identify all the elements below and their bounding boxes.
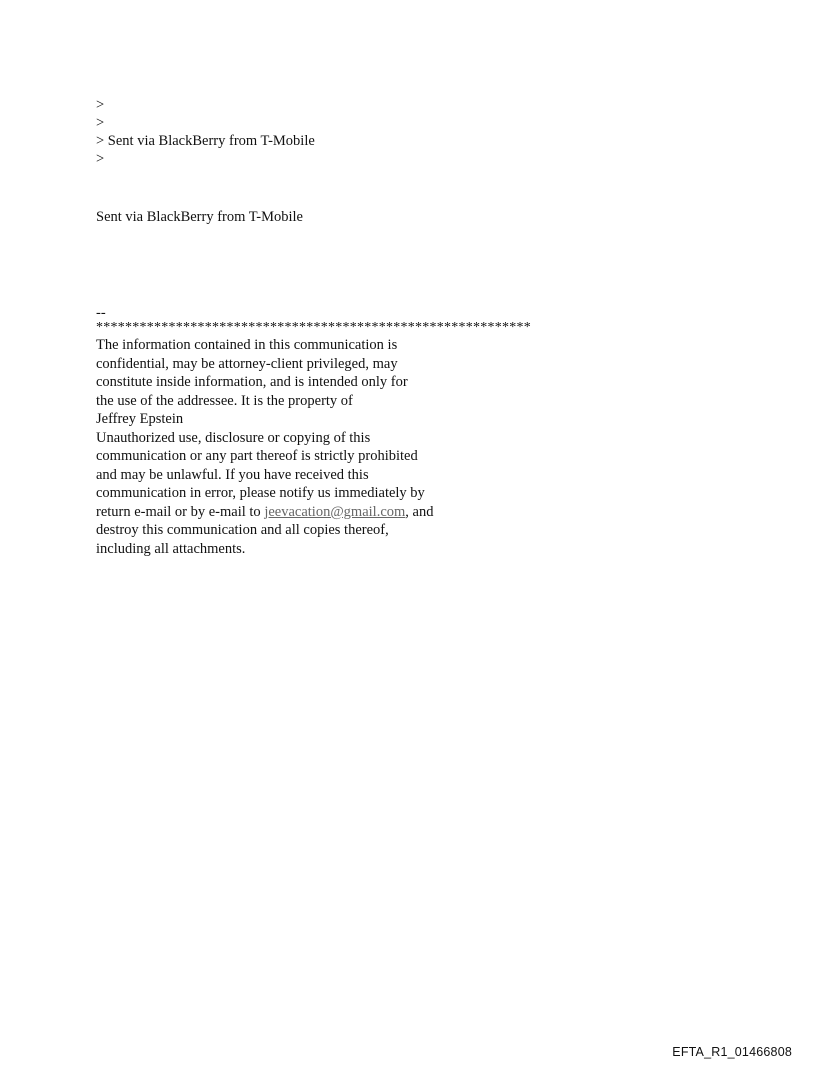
disclaimer-block xyxy=(96,304,531,558)
link-line-suffix: , and xyxy=(405,503,434,520)
disclaimer-line: destroy this communication and all copies thereof, xyxy=(96,522,389,538)
disclaimer-line: communication in error, please notify us immediately by xyxy=(96,485,425,501)
disclaimer-line: communication or any part thereof is strictly prohibited xyxy=(96,448,418,464)
separator-dashes: -- xyxy=(96,305,106,321)
disclaimer-link-line xyxy=(96,503,531,522)
disclaimer-line: Unauthorized use, disclosure or copying of this xyxy=(96,429,371,446)
disclaimer-text xyxy=(96,336,531,558)
quoted-reply xyxy=(96,96,716,168)
quote-line: > xyxy=(96,97,105,113)
disclaimer-line: confidential, may be attorney-client privileged, may xyxy=(96,355,398,372)
disclaimer-line: and may be unlawful. If you have received this xyxy=(96,466,369,483)
disclaimer-line: including all attachments. xyxy=(96,540,246,557)
document-id: EFTA_R1_01466808 xyxy=(672,1045,792,1059)
disclaimer-line: The information contained in this communication is xyxy=(96,337,398,353)
disclaimer-line: Jeffrey Epstein xyxy=(96,411,184,427)
email-link[interactable]: jeevacation@gmail.com xyxy=(264,503,406,520)
link-line-prefix: return e-mail or by e-mail to xyxy=(96,503,265,520)
disclaimer-line: the use of the addressee. It is the property of xyxy=(96,392,353,409)
separator-asterisks: ************************************************************ xyxy=(96,320,531,335)
quote-line: > xyxy=(96,151,105,167)
email-body xyxy=(96,96,716,557)
disclaimer-line: constitute inside information, and is intended only for xyxy=(96,374,408,390)
signature: Sent via BlackBerry from T-Mobile xyxy=(96,209,303,225)
quote-line: > xyxy=(96,115,105,131)
quote-line: > Sent via BlackBerry from T-Mobile xyxy=(96,133,315,149)
